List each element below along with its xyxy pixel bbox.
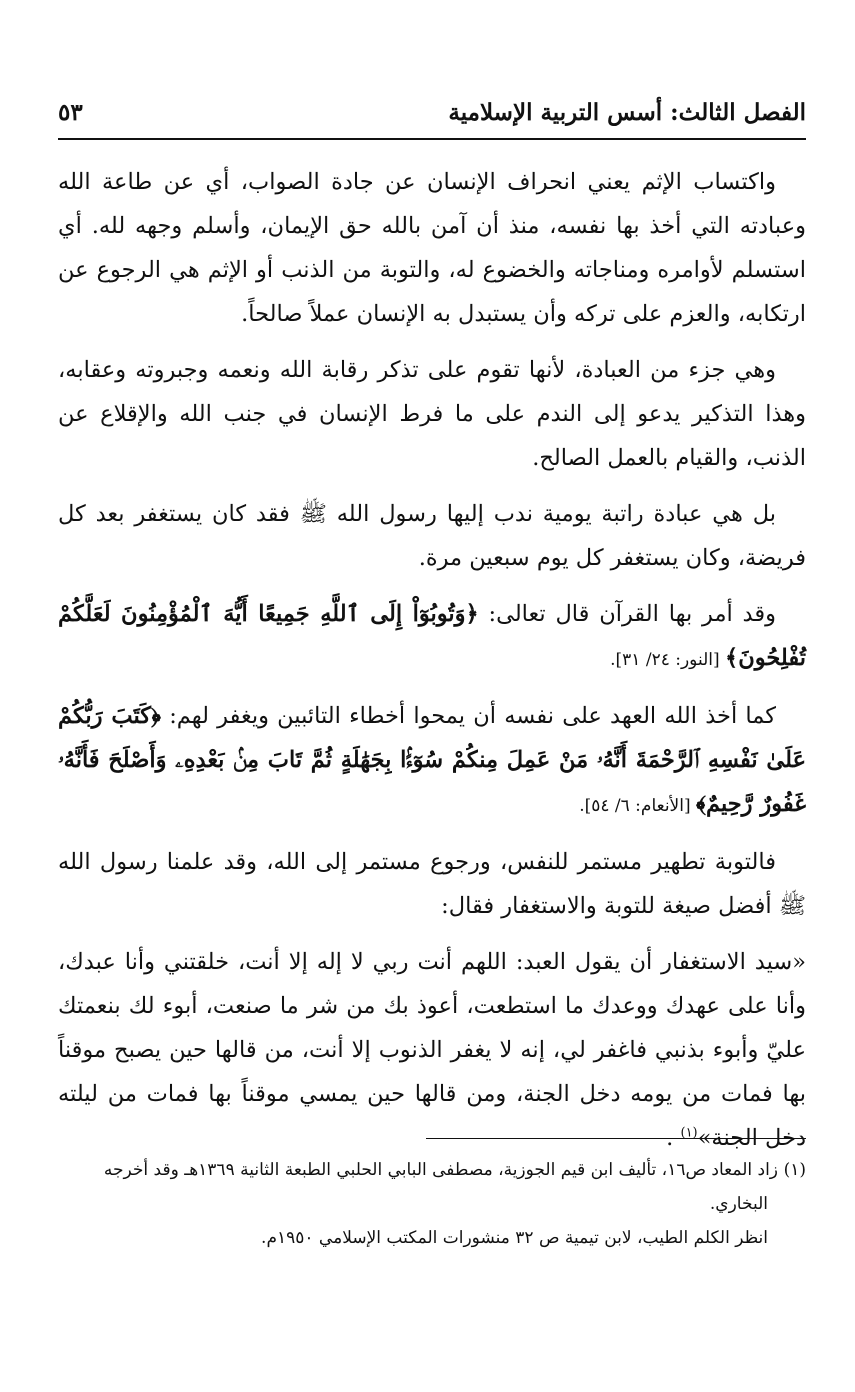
hadith-end: . bbox=[666, 1125, 681, 1151]
footnote-1-continuation: البخاري. bbox=[709, 1194, 768, 1214]
footnote-rule bbox=[426, 1138, 806, 1139]
book-page bbox=[58, 0, 806, 1392]
paragraph-daily-worship: بل هي عبادة راتبة يومية ندب إليها رسول الله ﷺ فقد كان يستغفر بعد كل فريضة، وكان يستغفر كل يوم سبعين مرة. bbox=[58, 501, 806, 571]
page-number: ٥٣ bbox=[58, 98, 83, 126]
paragraph-repentance-worship: وهي جزء من العبادة، لأنها تقوم على تذكر رقابة الله ونعمه وجبروته وعقابه، وهذا التذكير يدعو إلى الندم على ما فرط الإنسان في جنب الله والإقلاع عن الذنب، والقيام بالعمل الصالح. bbox=[58, 357, 806, 471]
verse-reference: [النور: ٢٤/ ٣١]. bbox=[610, 650, 726, 670]
footnote-marker[interactable]: (١) bbox=[680, 1125, 698, 1141]
paragraph-text: وقد أمر بها القرآن قال تعالى: bbox=[478, 601, 776, 627]
paragraph-quran-command bbox=[58, 592, 806, 682]
paragraph-text: كما أخذ الله العهد على نفسه أن يمحوا أخطاء التائبين ويغفر لهم: bbox=[160, 703, 776, 729]
footnote-additional-reference: انظر الكلم الطيب، لابن تيمية ص ٣٢ منشورات المكتب الإسلامي ١٩٥٠م. bbox=[261, 1228, 768, 1248]
paragraph-hadith bbox=[58, 940, 806, 1160]
paragraph-purification: فالتوبة تطهير مستمر للنفس، ورجوع مستمر إلى الله، وقد علمنا رسول الله ﷺ أفضل صيغة للتوبة والاستغفار فقال: bbox=[58, 849, 806, 919]
running-header bbox=[58, 92, 806, 132]
chapter-title: الفصل الثالث: أسس التربية الإسلامية bbox=[448, 98, 806, 126]
header-rule bbox=[58, 138, 806, 140]
footnote-number: (١) bbox=[783, 1160, 806, 1180]
footnote-1 bbox=[58, 1153, 806, 1187]
paragraph-sin-definition: واكتساب الإثم يعني انحراف الإنسان عن جادة الصواب، أي عن طاعة الله وعبادته التي أخذ بها نفسه، منذ أن آمن بالله حق الإيمان، وأسلم وجهه لله. أي استسلم لأوامره ومناجاته والخضوع له، والتوبة من الذنب أو الإثم هي الرجوع عن ارتكابه، والعزم على تركه وأن يستبدل به الإنسان عملاً صالحاً. bbox=[58, 169, 806, 327]
footnotes-section bbox=[58, 1153, 806, 1255]
quran-verse: ﴿كَتَبَ رَبُّكُمْ عَلَىٰ نَفْسِهِ ٱلرَّحْمَةَ أَنَّهُۥ مَنْ عَمِلَ مِنكُمْ سُوٓءًۢا بِجَهَٰلَةٍ ثُمَّ تَابَ مِنۢ بَعْدِهِۦ وَأَصْلَحَ فَأَنَّهُۥ غَفُورٌ رَّحِيمٌ﴾ bbox=[58, 703, 806, 817]
footnote-text: زاد المعاد ص١٦، تأليف ابن قيم الجوزية، مصطفى البابي الحلبي الطبعة الثانية ١٣٦٩هـ وقد أخرجه bbox=[103, 1160, 778, 1180]
quran-verse: ﴿وَتُوبُوٓاْ إِلَى ٱللَّهِ جَمِيعًا أَيُّهَ ٱلْمُؤْمِنُونَ لَعَلَّكُمْ تُفْلِحُونَ﴾ bbox=[58, 601, 806, 671]
paragraph-divine-covenant bbox=[58, 694, 806, 828]
main-text bbox=[58, 160, 806, 1160]
hadith-text: «سيد الاستغفار أن يقول العبد: اللهم أنت ربي لا إله إلا أنت، خلقتني وأنا عبدك، وأنا على عهدك ووعدك ما استطعت، أعوذ بك من شر ما صنعت، أبوء لك بنعمتك عليّ وأبوء بذنبي فاغفر لي، إنه لا يغفر الذنوب إلا أنت، من قالها حين يصبح موقناً بها فمات من يومه دخل الجنة، ومن قالها حين يمسي موقناً بها فمات من ليلته دخل الجنة» bbox=[58, 949, 806, 1151]
verse-reference: [الأنعام: ٦/ ٥٤]. bbox=[579, 796, 697, 816]
